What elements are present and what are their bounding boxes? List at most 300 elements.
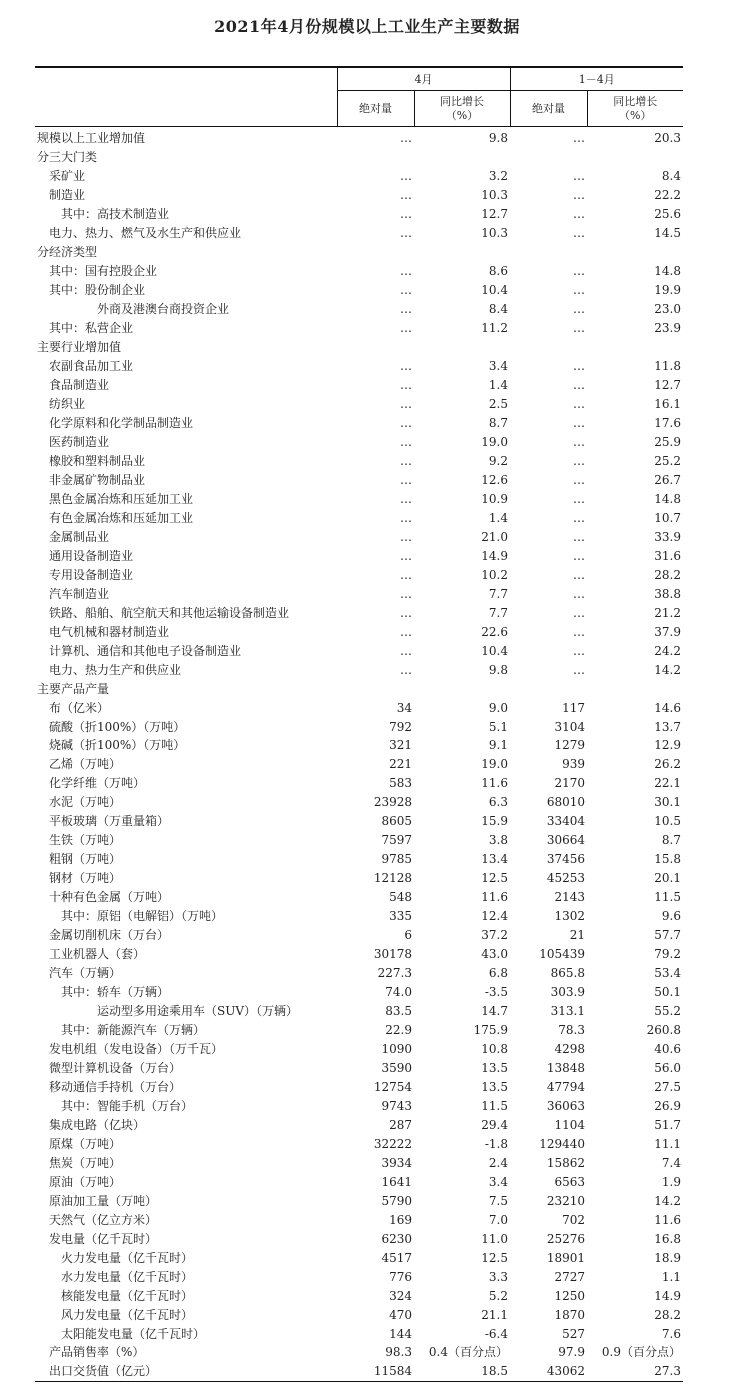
cell-abs-jan-apr: 939	[562, 757, 585, 772]
cell-abs-april: …	[400, 472, 412, 487]
cell-yoy-april: 13.5	[481, 1079, 508, 1094]
row-label: 发电量（亿千瓦时）	[49, 1231, 158, 1246]
cell-abs-jan-apr	[510, 679, 587, 698]
row-label: 太阳能发电量（亿千瓦时）	[61, 1326, 206, 1341]
header-group-jan-apr: 1－4月	[510, 67, 683, 91]
cell-yoy-april: 1.4	[488, 378, 508, 393]
cell-abs-jan-apr: …	[573, 169, 585, 184]
cell-yoy-april: 3.3	[488, 1269, 508, 1284]
row-label: 十种有色金属（万吨）	[49, 890, 170, 905]
cell-abs-april: 30178	[373, 947, 412, 962]
row-label: 专用设备制造业	[49, 567, 134, 582]
cell-yoy-jan-apr: 25.2	[654, 453, 681, 468]
header-abs-jan-apr: 绝对量	[510, 91, 587, 127]
cell-yoy-jan-apr: 11.8	[654, 359, 681, 374]
cell-abs-jan-apr: 21	[569, 928, 585, 943]
data-table	[35, 66, 683, 1382]
cell-yoy-jan-apr: 14.6	[654, 700, 681, 715]
cell-abs-april	[337, 338, 414, 357]
cell-abs-april: 1090	[381, 1041, 412, 1056]
cell-yoy-jan-apr: 25.9	[654, 434, 681, 449]
cell-yoy-jan-apr: 25.6	[654, 207, 681, 222]
cell-abs-jan-apr: …	[573, 529, 585, 544]
row-label: 水力发电量（亿千瓦时）	[61, 1269, 194, 1284]
row-label: 原油加工量（万吨）	[49, 1193, 158, 1208]
table-row	[35, 395, 683, 414]
row-label: 采矿业	[49, 169, 86, 184]
row-label: 移动通信手持机（万台）	[49, 1079, 182, 1094]
cell-abs-april: …	[400, 586, 412, 601]
cell-abs-jan-apr: 33404	[546, 814, 585, 829]
header-yoy-unit: （%）	[445, 108, 479, 122]
cell-abs-april: …	[400, 302, 412, 317]
cell-yoy-jan-apr	[587, 243, 683, 262]
cell-yoy-jan-apr: 20.1	[654, 871, 681, 886]
cell-yoy-april: 12.5	[481, 871, 508, 886]
cell-abs-april: 83.5	[385, 1004, 412, 1019]
cell-yoy-jan-apr: 31.6	[654, 548, 681, 563]
table-row	[35, 869, 683, 888]
cell-abs-april: 324	[389, 1288, 412, 1303]
cell-yoy-jan-apr: 0.9（百分点）	[601, 1345, 681, 1360]
cell-abs-jan-apr: 2170	[554, 776, 585, 791]
cell-abs-april: 6	[404, 928, 412, 943]
row-label: 橡胶和塑料制品业	[49, 453, 146, 468]
cell-yoy-april: -1.8	[484, 1136, 508, 1151]
cell-yoy-april: 5.1	[488, 719, 508, 734]
cell-abs-april: 22.9	[385, 1023, 412, 1038]
cell-yoy-april: 12.5	[481, 1250, 508, 1265]
row-label: 粗钢（万吨）	[49, 852, 122, 867]
row-label: 硫酸（折100%）（万吨）	[49, 719, 186, 734]
cell-yoy-april: 8.4	[488, 302, 508, 317]
cell-abs-jan-apr: 702	[562, 1212, 585, 1227]
cell-abs-jan-apr: …	[573, 207, 585, 222]
cell-yoy-april: 2.4	[488, 1155, 508, 1170]
table-row	[35, 508, 683, 527]
cell-abs-jan-apr: 3104	[554, 719, 585, 734]
cell-yoy-april: 14.7	[481, 1004, 508, 1019]
cell-yoy-jan-apr: 50.1	[654, 985, 681, 1000]
table-row	[35, 357, 683, 376]
table-row	[35, 907, 683, 926]
cell-abs-april: 8605	[381, 814, 412, 829]
cell-yoy-jan-apr: 51.7	[654, 1117, 681, 1132]
header-blank	[35, 67, 337, 127]
row-label: 医药制造业	[49, 434, 110, 449]
table-row	[35, 850, 683, 869]
cell-yoy-jan-apr: 56.0	[654, 1060, 681, 1075]
table-row	[35, 1305, 683, 1324]
cell-yoy-april: 10.9	[481, 491, 508, 506]
cell-yoy-jan-apr: 7.6	[661, 1326, 681, 1341]
cell-abs-jan-apr: …	[573, 643, 585, 658]
cell-yoy-april: 3.8	[488, 833, 508, 848]
cell-abs-jan-apr: 4298	[554, 1041, 585, 1056]
cell-abs-april	[337, 148, 414, 167]
table-row	[35, 1153, 683, 1172]
cell-abs-jan-apr	[510, 338, 587, 357]
cell-abs-jan-apr: 1279	[554, 738, 585, 753]
cell-abs-april: …	[400, 416, 412, 431]
cell-yoy-jan-apr: 24.2	[654, 643, 681, 658]
row-label: 食品制造业	[49, 378, 110, 393]
cell-abs-april: …	[400, 359, 412, 374]
cell-abs-april: …	[400, 529, 412, 544]
cell-abs-jan-apr: 47794	[546, 1079, 585, 1094]
table-row	[35, 1021, 683, 1040]
cell-abs-jan-apr: 37456	[546, 852, 585, 867]
table-row	[35, 1172, 683, 1191]
header-yoy-label: 同比增长	[440, 94, 484, 108]
cell-yoy-jan-apr: 16.1	[654, 397, 681, 412]
table-row	[35, 945, 683, 964]
cell-abs-jan-apr: 2143	[554, 890, 585, 905]
table-row	[35, 1210, 683, 1229]
cell-yoy-jan-apr: 10.5	[654, 814, 681, 829]
cell-abs-jan-apr: …	[573, 491, 585, 506]
cell-yoy-jan-apr	[587, 148, 683, 167]
cell-yoy-jan-apr: 16.8	[654, 1231, 681, 1246]
cell-abs-jan-apr: …	[573, 416, 585, 431]
table-row	[35, 831, 683, 850]
cell-abs-jan-apr: …	[573, 624, 585, 639]
table-row	[35, 660, 683, 679]
cell-yoy-jan-apr: 37.9	[654, 624, 681, 639]
row-label: 运动型多用途乘用车（SUV）（万辆）	[97, 1004, 299, 1019]
cell-yoy-april: 12.4	[481, 909, 508, 924]
cell-abs-april: 23928	[373, 795, 412, 810]
cell-abs-april: 74.0	[385, 985, 412, 1000]
table-row	[35, 148, 683, 167]
cell-abs-april: 11584	[337, 1362, 414, 1381]
cell-yoy-jan-apr: 11.1	[654, 1136, 681, 1151]
cell-yoy-jan-apr: 13.7	[654, 719, 681, 734]
cell-abs-april: 776	[389, 1269, 412, 1284]
cell-yoy-jan-apr: 1.9	[661, 1174, 681, 1189]
cell-yoy-jan-apr: 26.7	[654, 472, 681, 487]
cell-abs-jan-apr: 18901	[546, 1250, 585, 1265]
table-row	[35, 1096, 683, 1115]
table-row	[35, 1040, 683, 1059]
table-row	[35, 338, 683, 357]
cell-yoy-april: 19.0	[481, 757, 508, 772]
cell-yoy-april: 11.0	[481, 1231, 508, 1246]
cell-yoy-april	[414, 148, 510, 167]
cell-abs-april: 3934	[381, 1155, 412, 1170]
table-row	[35, 451, 683, 470]
table-row	[35, 1267, 683, 1286]
cell-yoy-april: 9.8	[488, 131, 508, 146]
cell-yoy-april: 10.2	[481, 567, 508, 582]
data-table-container	[35, 66, 683, 1382]
cell-yoy-jan-apr: 1.1	[661, 1269, 681, 1284]
cell-abs-jan-apr: 1250	[554, 1288, 585, 1303]
row-label: 风力发电量（亿千瓦时）	[61, 1307, 194, 1322]
row-label: 外商及港澳台商投资企业	[97, 302, 230, 317]
table-row	[35, 527, 683, 546]
cell-yoy-april: 2.5	[488, 397, 508, 412]
table-row	[35, 755, 683, 774]
table-row	[35, 812, 683, 831]
cell-yoy-april: 12.6	[481, 472, 508, 487]
cell-yoy-april: 15.9	[481, 814, 508, 829]
cell-yoy-april: 14.9	[481, 548, 508, 563]
cell-yoy-jan-apr: 17.6	[654, 416, 681, 431]
cell-yoy-jan-apr: 53.4	[654, 966, 681, 981]
cell-abs-jan-apr: …	[573, 264, 585, 279]
cell-yoy-jan-apr: 22.1	[654, 776, 681, 791]
cell-abs-april: …	[400, 169, 412, 184]
cell-abs-april: …	[400, 643, 412, 658]
cell-yoy-april: 1.4	[488, 510, 508, 525]
header-abs-april: 绝对量	[337, 91, 414, 127]
row-label: 其中：智能手机（万台）	[61, 1098, 194, 1113]
cell-yoy-april: 9.2	[488, 453, 508, 468]
cell-yoy-april: 21.0	[481, 529, 508, 544]
cell-yoy-april: 5.2	[488, 1288, 508, 1303]
cell-abs-april: …	[400, 605, 412, 620]
cell-abs-april: …	[400, 548, 412, 563]
cell-abs-jan-apr: 303.9	[550, 985, 585, 1000]
cell-yoy-jan-apr: 28.2	[654, 567, 681, 582]
cell-abs-april: …	[400, 131, 412, 146]
cell-abs-april: …	[400, 567, 412, 582]
cell-abs-april: 1641	[381, 1174, 412, 1189]
table-row	[35, 1002, 683, 1021]
cell-abs-april: 4517	[381, 1250, 412, 1265]
cell-yoy-april: 8.7	[488, 416, 508, 431]
cell-abs-jan-apr: …	[573, 226, 585, 241]
cell-yoy-jan-apr: 19.9	[654, 283, 681, 298]
cell-abs-april: 9743	[381, 1098, 412, 1113]
cell-abs-jan-apr: …	[573, 283, 585, 298]
row-label: 焦炭（万吨）	[49, 1155, 122, 1170]
cell-abs-jan-apr: 13848	[546, 1060, 585, 1075]
table-row	[35, 546, 683, 565]
cell-abs-jan-apr: …	[573, 510, 585, 525]
cell-yoy-jan-apr: 27.3	[587, 1362, 683, 1381]
cell-yoy-jan-apr: 18.9	[654, 1250, 681, 1265]
table-row	[35, 1286, 683, 1305]
row-label: 分三大门类	[37, 150, 98, 165]
row-label: 其中：私营企业	[49, 321, 134, 336]
cell-yoy-jan-apr: 21.2	[654, 605, 681, 620]
row-label: 金属制品业	[49, 529, 110, 544]
table-row	[35, 1248, 683, 1267]
table-row	[35, 584, 683, 603]
header-yoy-jan-apr	[587, 91, 683, 127]
table-row	[35, 433, 683, 452]
cell-yoy-april: 9.0	[488, 700, 508, 715]
table-row	[35, 414, 683, 433]
cell-abs-jan-apr: …	[573, 321, 585, 336]
cell-abs-jan-apr	[510, 243, 587, 262]
cell-yoy-april: 3.4	[488, 359, 508, 374]
cell-yoy-jan-apr: 12.9	[654, 738, 681, 753]
cell-yoy-jan-apr: 28.2	[654, 1307, 681, 1322]
cell-yoy-jan-apr: 11.5	[654, 890, 681, 905]
cell-abs-april: …	[400, 624, 412, 639]
cell-yoy-jan-apr: 55.2	[654, 1004, 681, 1019]
table-row	[35, 243, 683, 262]
cell-abs-jan-apr: …	[573, 662, 585, 677]
cell-yoy-april: 10.8	[481, 1041, 508, 1056]
cell-yoy-april: -3.5	[484, 985, 508, 1000]
cell-yoy-jan-apr: 260.8	[646, 1023, 681, 1038]
cell-abs-april: 227.3	[377, 966, 412, 981]
row-label: 工业机器人（套）	[49, 947, 146, 962]
cell-abs-jan-apr	[510, 148, 587, 167]
cell-yoy-jan-apr: 7.4	[661, 1155, 681, 1170]
table-row	[35, 376, 683, 395]
table-row	[35, 1229, 683, 1248]
cell-abs-jan-apr: 68010	[546, 795, 585, 810]
cell-yoy-jan-apr	[587, 679, 683, 698]
cell-abs-jan-apr: …	[573, 453, 585, 468]
cell-yoy-jan-apr: 23.9	[654, 321, 681, 336]
cell-yoy-april: 22.6	[481, 624, 508, 639]
row-label: 电气机械和器材制造业	[49, 624, 170, 639]
table-row	[35, 926, 683, 945]
cell-abs-april: 12128	[373, 871, 412, 886]
header-yoy-label: 同比增长	[613, 94, 658, 108]
cell-abs-april: 548	[389, 890, 412, 905]
row-label: 其中：新能源汽车（万辆）	[61, 1023, 206, 1038]
cell-abs-jan-apr: …	[573, 434, 585, 449]
cell-abs-jan-apr: 1302	[554, 909, 585, 924]
cell-yoy-jan-apr: 27.5	[654, 1079, 681, 1094]
cell-yoy-april: 10.3	[481, 188, 508, 203]
cell-abs-jan-apr: …	[573, 605, 585, 620]
cell-abs-april: 321	[389, 738, 412, 753]
cell-yoy-april	[414, 243, 510, 262]
cell-yoy-april: 13.5	[481, 1060, 508, 1075]
cell-yoy-april: 10.4	[481, 643, 508, 658]
cell-yoy-jan-apr: 14.8	[654, 264, 681, 279]
cell-abs-april: 32222	[373, 1136, 412, 1151]
cell-abs-jan-apr: 527	[562, 1326, 585, 1341]
cell-yoy-april: 37.2	[481, 928, 508, 943]
cell-yoy-jan-apr: 8.7	[661, 833, 681, 848]
row-label: 规模以上工业增加值	[37, 131, 146, 146]
cell-yoy-april: 0.4（百分点）	[428, 1345, 508, 1360]
table-row	[35, 888, 683, 907]
cell-abs-jan-apr: 117	[562, 700, 585, 715]
cell-yoy-jan-apr	[587, 338, 683, 357]
cell-abs-jan-apr: 78.3	[558, 1023, 585, 1038]
cell-yoy-jan-apr: 9.6	[661, 909, 681, 924]
cell-abs-jan-apr: 105439	[539, 947, 585, 962]
cell-abs-april: …	[400, 207, 412, 222]
row-label: 火力发电量（亿千瓦时）	[61, 1250, 194, 1265]
header-group-april: 4月	[337, 67, 510, 91]
table-row	[35, 300, 683, 319]
row-label: 钢材（万吨）	[49, 871, 122, 886]
cell-abs-april: …	[400, 283, 412, 298]
table-row	[35, 698, 683, 717]
row-label: 平板玻璃（万重量箱）	[49, 814, 170, 829]
table-row	[35, 489, 683, 508]
table-row	[35, 641, 683, 660]
cell-yoy-jan-apr: 57.7	[654, 928, 681, 943]
cell-abs-jan-apr: 36063	[546, 1098, 585, 1113]
cell-yoy-jan-apr: 26.9	[654, 1098, 681, 1113]
cell-abs-april: …	[400, 397, 412, 412]
cell-abs-april: 792	[389, 719, 412, 734]
cell-abs-april: 9785	[381, 852, 412, 867]
row-label: 生铁（万吨）	[49, 833, 122, 848]
cell-yoy-april: 13.4	[481, 852, 508, 867]
cell-yoy-jan-apr: 14.2	[654, 1193, 681, 1208]
cell-yoy-jan-apr: 20.3	[654, 131, 681, 146]
cell-abs-april: 7597	[381, 833, 412, 848]
row-label: 布（亿米）	[49, 700, 110, 715]
cell-yoy-april: 11.2	[481, 321, 508, 336]
cell-yoy-april: 9.8	[488, 662, 508, 677]
cell-abs-april: …	[400, 491, 412, 506]
cell-yoy-april: 12.7	[481, 207, 508, 222]
cell-yoy-april: 18.5	[414, 1362, 510, 1381]
cell-abs-jan-apr: 25276	[546, 1231, 585, 1246]
header-yoy-unit: （%）	[619, 108, 652, 122]
row-label: 汽车制造业	[49, 586, 110, 601]
cell-abs-jan-apr: 129440	[539, 1136, 585, 1151]
row-label: 计算机、通信和其他电子设备制造业	[49, 643, 242, 658]
row-label: 主要行业增加值	[37, 340, 122, 355]
row-label: 通用设备制造业	[49, 548, 134, 563]
cell-yoy-jan-apr: 79.2	[654, 947, 681, 962]
cell-yoy-april: 7.0	[488, 1212, 508, 1227]
table-row	[35, 205, 683, 224]
table-row	[35, 622, 683, 641]
table-body	[35, 127, 683, 1382]
cell-yoy-jan-apr: 23.0	[654, 302, 681, 317]
row-label: 汽车（万辆）	[49, 966, 122, 981]
row-label: 金属切削机床（万台）	[49, 928, 170, 943]
cell-yoy-april	[414, 679, 510, 698]
cell-yoy-april	[414, 338, 510, 357]
table-row	[35, 736, 683, 755]
cell-abs-jan-apr: 1104	[554, 1117, 585, 1132]
cell-yoy-april: 8.6	[488, 264, 508, 279]
cell-abs-april: 335	[389, 909, 412, 924]
cell-yoy-jan-apr: 12.7	[654, 378, 681, 393]
cell-abs-jan-apr: …	[573, 567, 585, 582]
table-row	[35, 1077, 683, 1096]
cell-yoy-april: 175.9	[473, 1023, 508, 1038]
cell-abs-jan-apr: 313.1	[550, 1004, 585, 1019]
cell-yoy-jan-apr: 33.9	[654, 529, 681, 544]
table-row	[35, 1324, 683, 1343]
cell-abs-jan-apr: …	[573, 131, 585, 146]
cell-abs-april: 98.3	[385, 1345, 412, 1360]
row-label: 其中：股份制企业	[49, 283, 146, 298]
table-row	[35, 1134, 683, 1153]
row-label: 电力、热力生产和供应业	[49, 662, 182, 677]
cell-yoy-jan-apr: 38.8	[654, 586, 681, 601]
row-label: 其中：高技术制造业	[61, 207, 170, 222]
cell-yoy-april: 21.1	[481, 1307, 508, 1322]
cell-abs-april: 169	[389, 1212, 412, 1227]
cell-yoy-april: 3.2	[488, 169, 508, 184]
table-row	[35, 1362, 683, 1381]
row-label: 微型计算机设备（万台）	[49, 1060, 182, 1075]
table-row	[35, 1343, 683, 1362]
cell-yoy-jan-apr: 40.6	[654, 1041, 681, 1056]
cell-yoy-april: -6.4	[484, 1326, 508, 1341]
table-row	[35, 127, 683, 148]
